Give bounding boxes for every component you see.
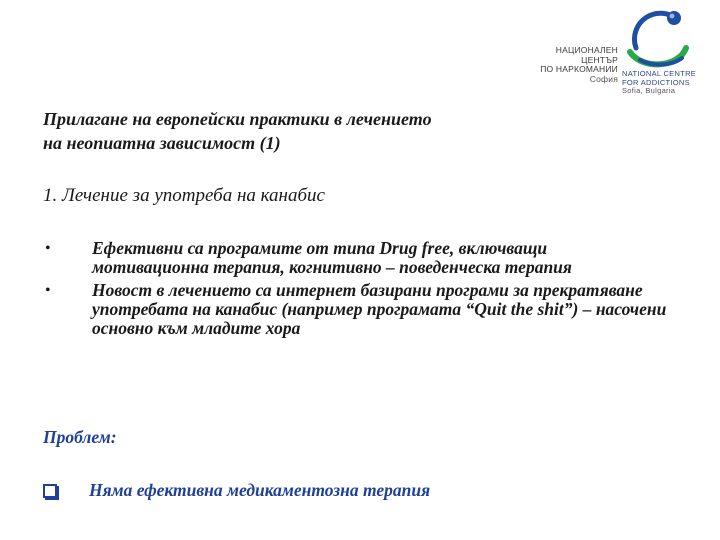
logo-en-line: Sofia, Bulgaria — [622, 86, 676, 96]
slide-title-line: на неопиатна зависимост (1) — [43, 133, 281, 153]
logo-bg-line: София — [589, 73, 618, 84]
bullet-text: Ефективни са програмите от типа Drug free, включващи мотивационна терапия, когнитивно – поведенческа терапия — [92, 238, 572, 277]
logo-en-text — [622, 70, 712, 96]
problem-heading: Проблем: — [43, 427, 117, 447]
bullet-icon: • — [45, 282, 51, 299]
nca-logo — [528, 8, 708, 108]
bullet-list — [43, 239, 683, 342]
logo-bg-line: НАЦИОНАЛЕН ЦЕНТЪР — [555, 45, 618, 65]
logo-en-line: NATIONAL CENTRE — [622, 69, 697, 78]
bullet-item — [43, 281, 683, 338]
problem-text: Няма ефективна медикаментозна терапия — [89, 480, 431, 500]
bullet-item — [43, 239, 683, 277]
logo-bg-text — [528, 46, 618, 84]
slide-title-line: Прилагане на европейски практики в лечението — [43, 109, 432, 129]
bullet-text: Новост в лечението са интернет базирани програми за прекратяване употребата на канабис (например програмата “Quit the shit”) – насочени основно към младите хора — [92, 280, 667, 338]
logo-en-line: FOR ADDICTIONS — [622, 77, 690, 87]
logo-bg-line: ПО НАРКОМАНИИ — [540, 64, 618, 74]
bullet-icon: • — [45, 240, 51, 257]
checkbox-square-icon — [43, 484, 57, 498]
problem-item — [43, 480, 430, 501]
nca-logo-mark-icon — [616, 8, 700, 74]
section-heading: 1. Лечение за употреба на канабис — [43, 185, 325, 206]
slide-title — [43, 107, 623, 155]
